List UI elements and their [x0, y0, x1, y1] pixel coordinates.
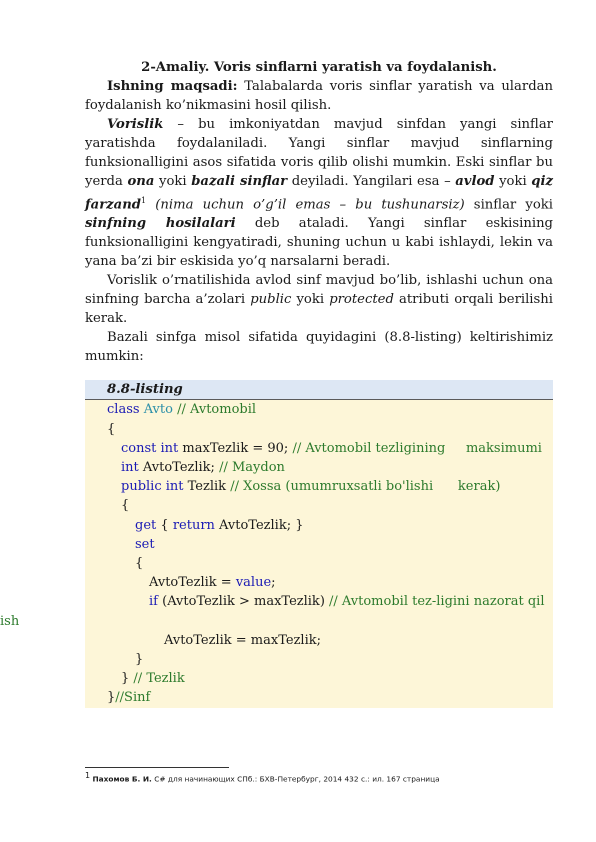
code-comment: // Tezlik	[133, 671, 185, 687]
footnote-reference[interactable]: 1	[141, 196, 147, 205]
code-text: {	[160, 517, 169, 533]
code-text: AvtoTezlik =	[149, 575, 236, 591]
footnote	[85, 771, 440, 783]
footnote-text: C# для начинающих СПб.: БХВ-Петербург, 2014 432 с.: ил. 167 страница	[151, 774, 440, 784]
code-keyword: get	[135, 517, 157, 533]
code-comment: // Avtomobil tez-ligini nazorat qil	[329, 594, 545, 610]
code-keyword: return	[172, 517, 215, 533]
parenthetical-note: (nima uchun o’g’il emas – bu tushunarsiz)	[146, 197, 465, 213]
footnote-author: Пахомов Б. И.	[92, 774, 152, 784]
code-line	[85, 535, 553, 554]
code-comment: // Maydon	[219, 460, 285, 475]
code-line	[85, 477, 553, 496]
code-line	[85, 458, 553, 477]
code-keyword: const int	[121, 440, 179, 456]
code-text: }	[121, 671, 130, 687]
aim-paragraph	[85, 77, 553, 115]
code-line: }	[135, 652, 144, 668]
code-text: maxTezlik = 90;	[182, 440, 289, 456]
code-line	[85, 573, 553, 592]
term-bazali-sinflar: bazali sinflar	[191, 174, 288, 189]
code-text: AvtoTezlik;	[142, 460, 215, 475]
text-run: sinflar yoki	[464, 197, 553, 213]
term-public: public	[250, 292, 292, 308]
text-run: Vorislik o’rnatilishida avlod sinf mavjud bo’lib, ishlashi uchun ona sinfning barcha a’zolari	[85, 273, 553, 308]
term-ona: ona	[127, 174, 155, 189]
code-line: AvtoTezlik = maxTezlik;	[164, 632, 321, 648]
code-line-wrap	[0, 612, 553, 631]
footnote-mark: 1	[85, 771, 91, 780]
code-keyword: class	[107, 402, 140, 418]
text-run: atributi orqali berilishi kerak.	[85, 292, 553, 327]
code-comment: // Xossa (umumruxsatli bo'lishi kerak)	[230, 479, 501, 495]
code-text: ;	[271, 575, 276, 591]
code-comment: // Avtomobil	[177, 402, 257, 418]
term-sinfning-hosilalari: sinfning hosilalari	[85, 216, 236, 232]
term-vorislik: Vorislik	[107, 117, 164, 132]
code-text: Tezlik	[187, 479, 227, 495]
document-page	[0, 58, 554, 708]
code-line	[85, 688, 553, 707]
code-comment: // Avtomobil tezligining maksimumi	[292, 440, 542, 456]
code-line	[85, 669, 553, 688]
text-run: yoki	[291, 292, 330, 308]
code-line	[85, 516, 553, 535]
code-keyword: set	[135, 536, 155, 552]
page-title: 2-Amaliy. Voris sinflarni yaratish va foydalanish.	[141, 60, 497, 75]
code-listing	[0, 380, 553, 707]
term-qiz-farzand: qiz farzand	[85, 174, 554, 213]
code-comment: ish	[0, 613, 20, 629]
code-line	[85, 592, 553, 611]
code-line	[85, 400, 553, 419]
code-class-name: Avto	[143, 402, 173, 418]
code-line: {	[121, 498, 130, 514]
listing-title: 8.8-listing	[85, 380, 553, 400]
code-text: AvtoTezlik; }	[219, 517, 304, 533]
code-keyword: if	[149, 594, 158, 610]
text-run: – bu imkoniyatdan mavjud sinfdan yangi sinflar yaratishda foydalaniladi. Yangi sinflar mavjud sinflarning funksionalligini asos sifatida voris qilib olishi mumkin. Eski sinflar bu yerda	[85, 117, 553, 189]
code-line: {	[135, 556, 144, 572]
footnote-divider	[85, 767, 229, 768]
term-avlod: avlod	[455, 174, 495, 189]
code-keyword: value	[235, 575, 272, 591]
aim-label: Ishning maqsadi:	[107, 79, 238, 94]
text-run: yoki	[494, 174, 532, 189]
code-keyword: public int	[121, 479, 184, 495]
text-run: yoki	[154, 174, 192, 189]
code-text: }	[107, 690, 116, 706]
example-paragraph: Bazali sinfga misol sifatida quyidagini (8.8-listing) keltirishimiz mumkin:	[85, 330, 553, 365]
code-keyword: int	[121, 460, 139, 475]
aim-text: Talabalarda voris sinflar yaratish va ulardan foydalanish ko’nikmasini hosil qilish.	[85, 79, 553, 113]
inheritance-paragraph	[85, 115, 553, 271]
text-run: deb ataladi. Yangi sinflar eskisining funksionalligini kengyatiradi, shuning uchun u kabi ishlaydi, lekin va yana ba’zi bir eskisida yo’q narsalarni beradi.	[85, 216, 553, 270]
access-paragraph	[85, 271, 553, 328]
term-protected: protected	[329, 292, 394, 308]
code-line	[85, 439, 553, 458]
code-line: {	[107, 421, 116, 437]
code-comment: //Sinf	[115, 690, 151, 706]
text-run: deyiladi. Yangilari esa –	[287, 174, 456, 189]
code-text: (AvtoTezlik > maxTezlik)	[162, 594, 325, 610]
